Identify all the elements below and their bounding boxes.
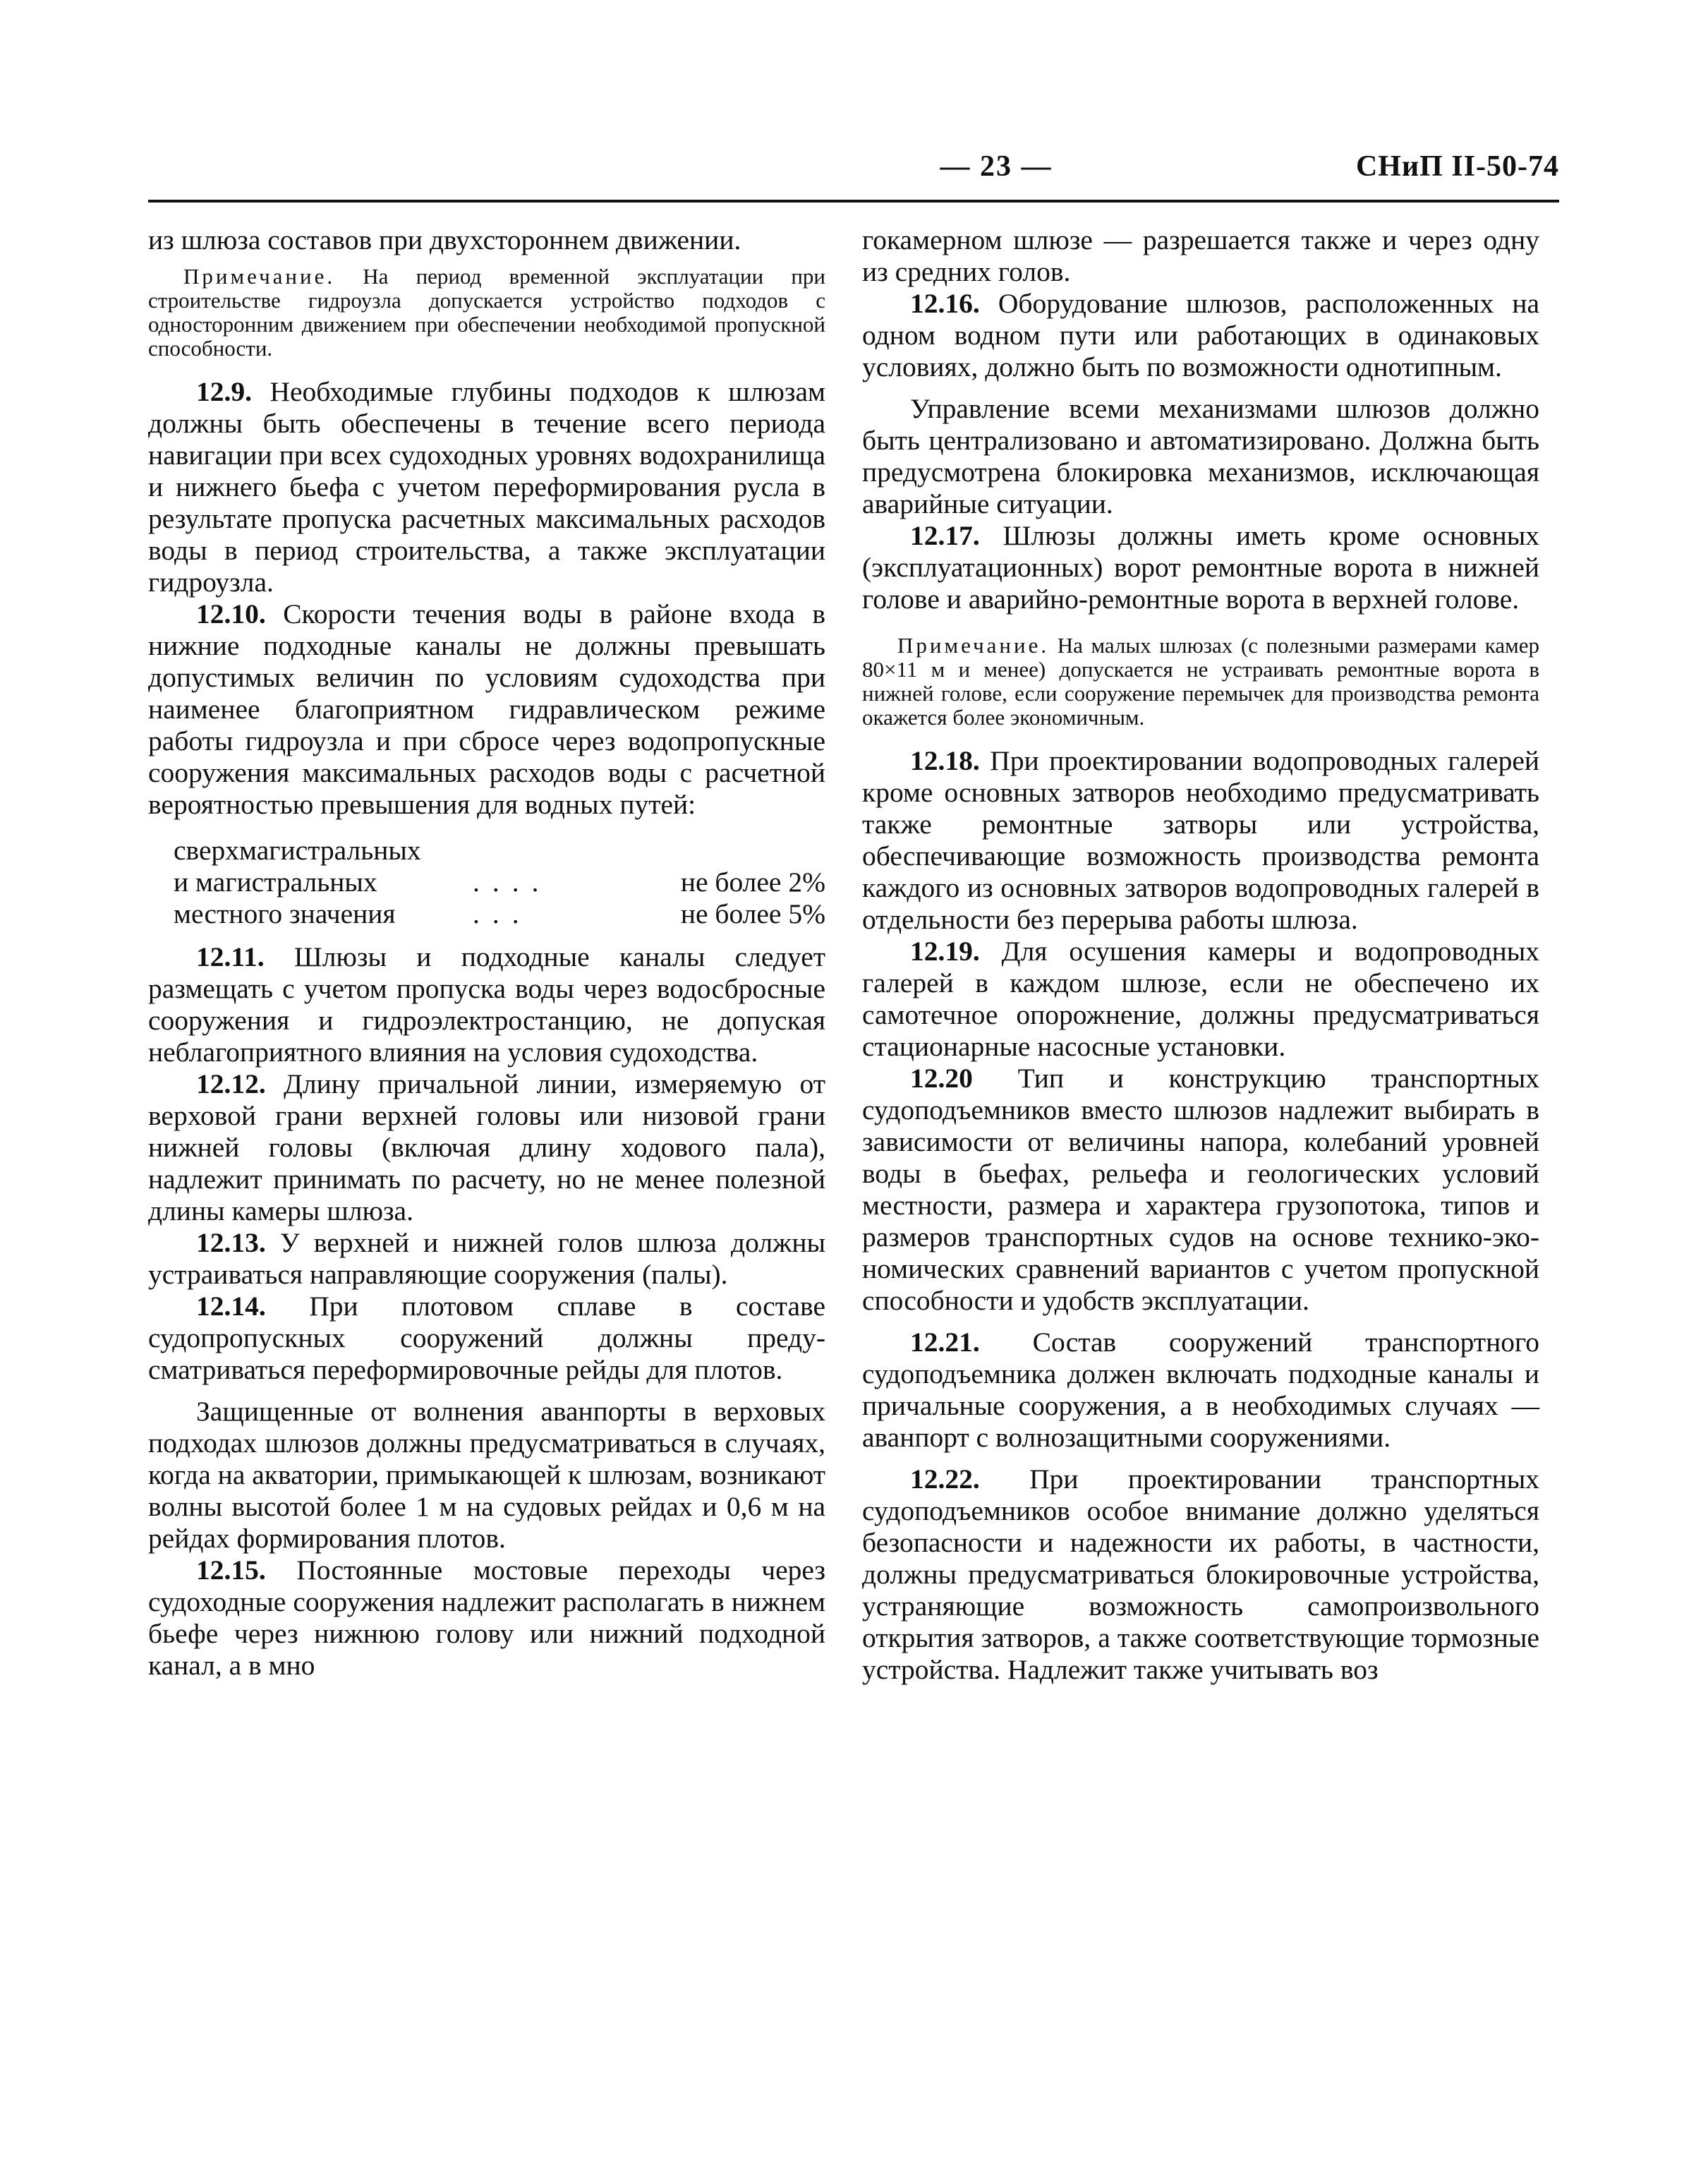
clause-12-11 [148, 941, 825, 1068]
clause-number: 12.16. [910, 288, 980, 319]
clause-text: При плотовом сплаве в составе судопропускных сооружений должны предусматриваться переформировочные рейды для плотов. [148, 1291, 825, 1385]
clause-text: У верхней и нижней голов шлюза должны устраиваться направляющие сооружения (палы). [148, 1227, 825, 1290]
document-code: СНиП II-50-74 [1355, 150, 1559, 183]
clause-text: Тип и конструкцию транспортных судоподъемников вместо шлюзов надлежит выбирать в зависимости от величины напора, колебаний уровней воды в бьефах, рельефа и геологических условий местности, размера и характера грузопотока, типов и размеров транспортных судов на основе технико-экономических сравнений вариантов с учетом пропускной способности и удобств эксплуатации. [862, 1063, 1539, 1316]
list-item-value: не более 2% [680, 867, 825, 898]
note-label: Примечание. [183, 264, 336, 289]
clause-12-22 [862, 1463, 1539, 1686]
clause-text: Шлюзы должны иметь кроме основных (эксплуатационных) ворот ремонтные ворота в нижней голове и аварийно-ремонтные ворота в верхней голове. [862, 520, 1540, 615]
page-header [148, 150, 1559, 199]
clause-text: Скорости течения воды в районе входа в нижние подходные каналы не должны превышать допустимых величин по условиям судоходства при наименее благоприятном гидравлическом режиме работы гидроузла и при сбросе через водопропускные сооружения максимальных расходов воды с расчетной вероятностью превышения для водных путей: [148, 598, 826, 820]
left-column [148, 224, 825, 1682]
clause-12-13 [148, 1227, 825, 1291]
clause-number: 12.22. [910, 1463, 980, 1495]
list-item-label: местного значения [174, 898, 396, 929]
paragraph-continuation: из шлюза составов при двухстороннем движении. [148, 224, 741, 255]
clause-12-9 [148, 376, 825, 598]
clause-12-21 [862, 1327, 1539, 1454]
list-item-label: сверхмагистральных [174, 835, 421, 866]
note-paragraph [862, 634, 1539, 730]
clause-text: При проектировании водопроводных галерей кроме основных затворов необходимо предусматривать также ремонтные затворы или устройства, обеспечивающие возможность производства ремонта каждого из основных затворов водопроводных галерей в отдельности без перерыва работы шлюза. [862, 745, 1539, 935]
clause-12-16 [862, 288, 1539, 383]
list-item [148, 835, 825, 867]
clause-12-12 [148, 1068, 825, 1227]
clause-12-20 [862, 1063, 1539, 1317]
page-number: — 23 — [940, 150, 1053, 183]
clause-text: Для осушения камеры и водопроводных галерей в каждом шлюзе, если не обеспечено их самотечное опорожнение, должны предусматриваться стационарные насосные установки. [862, 936, 1539, 1062]
list-item [148, 898, 825, 930]
clause-text: Постоянные мостовые переходы через судоходные сооружения надлежит располагать в нижнем бьефе через нижнюю голову или нижний подходной канал, а в мно [148, 1555, 826, 1681]
clause-text: Оборудование шлюзов, расположенных на одном водном пути или работающих в одинаковых условиях, должно быть по возможности однотипным. [862, 288, 1540, 382]
header-rule [148, 200, 1559, 203]
clause-number: 12.19. [910, 936, 980, 967]
clause-12-14 [148, 1291, 825, 1386]
note-paragraph [148, 265, 825, 361]
clause-number: 12.20 [910, 1063, 973, 1094]
list-item [148, 867, 825, 898]
right-column [862, 224, 1539, 1686]
note-text: На период временной эксплуатации при строительстве гидроузла допускается устройство подходов с односторонним движением при обеспечении необходимой пропускной способности. [148, 264, 825, 361]
clause-number: 12.13. [196, 1227, 266, 1258]
leader-dots: .... [473, 867, 552, 898]
list-item-value: не более 5% [680, 898, 825, 929]
clause-text: Необходимые глубины подходов к шлюзам должны быть обеспечены в течение всего периода навигации при всех судоходных уровнях водохранилища и нижнего бьефа с учетом переформирования русла в результате пропуска расчетных максимальных расходов воды в период строительства, а также эксплуатации гидроузла. [148, 376, 826, 598]
paragraph-continuation: гокамерном шлюзе — разрешается также и через одну из средних голов. [862, 224, 1539, 287]
clause-12-19 [862, 936, 1539, 1063]
clause-12-18 [862, 745, 1539, 936]
clause-number: 12.11. [196, 941, 265, 972]
clause-12-10 [148, 598, 825, 821]
leader-dots: ... [473, 898, 532, 929]
clause-number: 12.12. [196, 1068, 266, 1099]
clause-text: Длину причальной линии, измеряемую от верховой грани верхней головы или низовой грани нижней головы (включая длину ходового пала), надлежит принимать по расчету, но не менее полезной длины камеры шлюза. [148, 1068, 825, 1226]
clause-text: Состав сооружений транспортного судоподъемника должен включать подходные каналы и причальные сооружения, а в необходимых случаях — аванпорт с волнозащитными сооружениями. [862, 1327, 1539, 1453]
clause-12-15 [148, 1555, 825, 1682]
clause-12-14-continued: Защищенные от волнения аванпорты в верховых подходах шлюзов должны предусматриваться в случаях, когда на акватории, примыкающей к шлюзам, возникают волны высотой более 1 м на судовых рейдах и 0,6 м на рейдах формирования плотов. [148, 1396, 825, 1554]
note-text: На малых шлюзах (с полезными размерами камер 80×11 м и менее) допускается не устраивать ремонтные ворота в нижней голове, если сооружение перемычек для производства ремонта окажется более экономичным. [862, 633, 1540, 730]
clause-number: 12.10. [196, 598, 266, 629]
clause-12-16-continued: Управление всеми механизмами шлюзов должно быть централизовано и автоматизировано. Должна быть предусмотрена блокировка механизмов, исключающая аварийные ситуации. [862, 393, 1539, 519]
clause-number: 12.17. [910, 520, 980, 551]
note-label: Примечание. [897, 633, 1050, 658]
clause-text: Шлюзы и подходные каналы следует размещать с учетом пропуска воды через водосбросные сооружения и гидроэлектростанцию, не допуская неблагоприятного влияния на условия судоходства. [148, 941, 825, 1068]
clause-number: 12.18. [910, 745, 980, 776]
clause-text: При проектировании транспортных судоподъемников особое внимание должно уделяться безопасности и надежности их работы, в частности, должны предусматриваться блокировочные устройства, устраняющие возможность самопроизвольного открытия затворов, а также соответствующие тормозные устройства. Надлежит также учитывать воз [862, 1463, 1539, 1685]
list-item-label: и магистральных [174, 867, 377, 898]
waterway-list [148, 835, 825, 930]
clause-number: 12.14. [196, 1291, 266, 1322]
clause-12-17 [862, 520, 1539, 615]
clause-number: 12.9. [196, 376, 252, 407]
clause-number: 12.15. [196, 1555, 266, 1586]
clause-number: 12.21. [910, 1327, 980, 1358]
